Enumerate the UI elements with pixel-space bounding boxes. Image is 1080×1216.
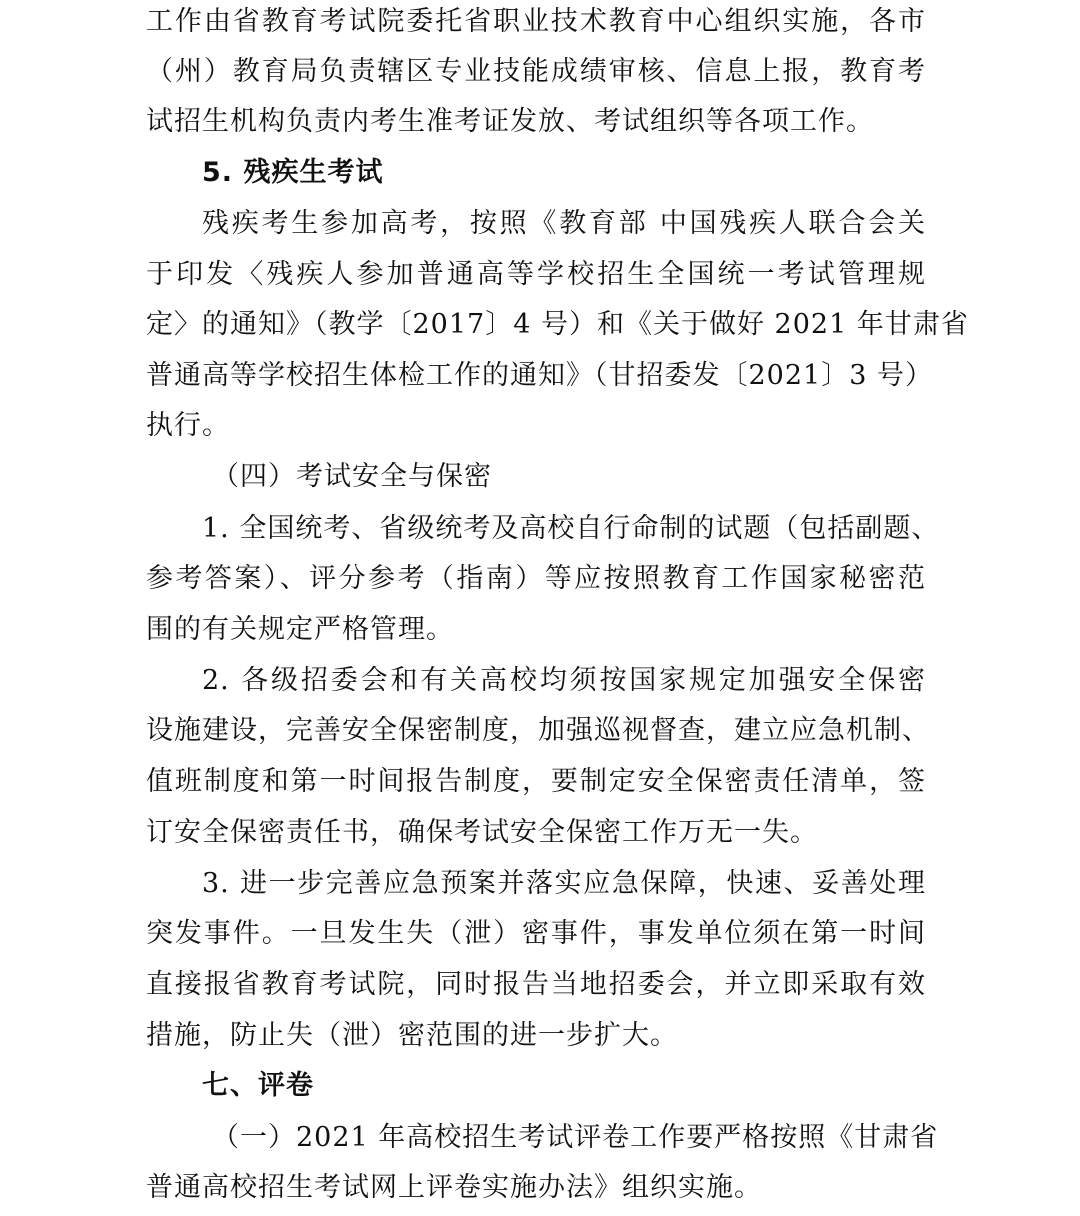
paragraph-line: 普通高校招生考试网上评卷实施办法》组织实施。 (146, 1172, 762, 1203)
paragraph-line: 围的有关规定严格管理。 (146, 614, 454, 645)
paragraph-line: 残疾考生参加高考，按照《教育部 中国残疾人联合会关 (202, 208, 926, 239)
paragraph-line: 措施，防止失（泄）密范围的进一步扩大。 (146, 1020, 678, 1051)
paragraph-line: 突发事件。一旦发生失（泄）密事件，事发单位须在第一时间 (146, 918, 926, 949)
paragraph-line: 试招生机构负责内考生准考证发放、考试组织等各项工作。 (146, 106, 874, 137)
paragraph-line: （一）2021 年高校招生考试评卷工作要严格按照《甘肃省 (212, 1122, 939, 1153)
paragraph-line: 工作由省教育考试院委托省职业技术教育中心组织实施，各市 (146, 6, 926, 37)
paragraph-line: 定〉的通知》（教学〔2017〕4 号）和《关于做好 2021 年甘肃省 (146, 309, 969, 340)
section-heading-7: 七、评卷 (202, 1070, 314, 1101)
paragraph-line: 订安全保密责任书，确保考试安全保密工作万无一失。 (146, 817, 818, 848)
paragraph-line: （州）教育局负责辖区专业技能成绩审核、信息上报，教育考 (146, 56, 926, 87)
paragraph-line: 设施建设，完善安全保密制度，加强巡视督查，建立应急机制、 (146, 715, 930, 746)
paragraph-line: 值班制度和第一时间报告制度，要制定安全保密责任清单，签 (146, 766, 926, 797)
section-heading-4: （四）考试安全与保密 (212, 461, 492, 492)
paragraph-line: 执行。 (146, 410, 230, 441)
paragraph-line: 1. 全国统考、省级统考及高校自行命制的试题（包括副题、 (202, 513, 940, 544)
paragraph-line: 于印发〈残疾人参加普通高等学校招生全国统一考试管理规 (146, 259, 926, 290)
paragraph-line: 普通高等学校招生体检工作的通知》（甘招委发〔2021〕3 号） (146, 360, 933, 391)
section-heading-5: 5. 残疾生考试 (202, 157, 384, 188)
paragraph-line: 直接报省教育考试院，同时报告当地招委会，并立即采取有效 (146, 969, 926, 1000)
paragraph-line: 3. 进一步完善应急预案并落实应急保障，快速、妥善处理 (202, 868, 926, 899)
paragraph-line: 参考答案）、评分参考（指南）等应按照教育工作国家秘密范 (146, 563, 926, 594)
paragraph-line: 2. 各级招委会和有关高校均须按国家规定加强安全保密 (202, 665, 926, 696)
